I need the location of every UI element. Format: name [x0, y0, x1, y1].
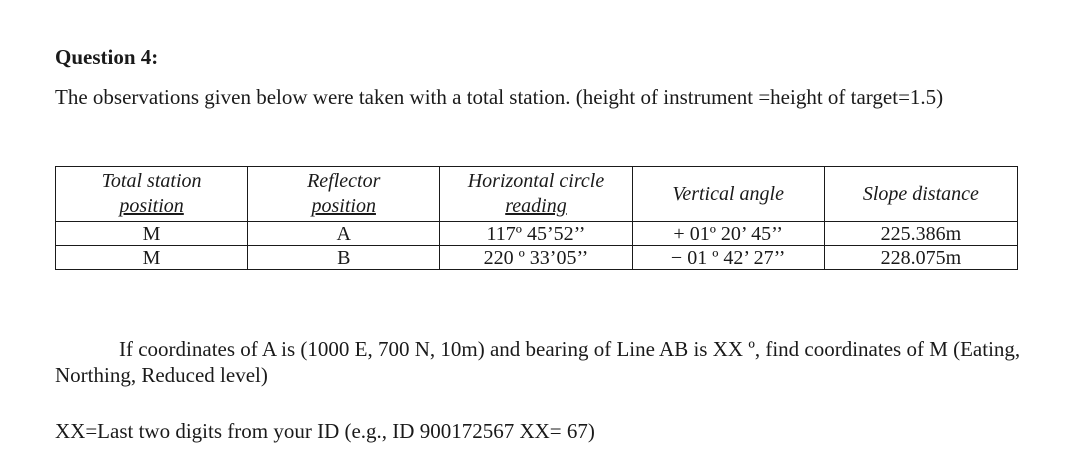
- cell-station: M: [56, 222, 248, 246]
- cell-horizontal-reading: 220 º 33’05’’: [440, 246, 632, 270]
- cell-slope-distance: 225.386m: [824, 222, 1017, 246]
- header-line: Total station: [101, 170, 202, 192]
- cell-reflector: B: [248, 246, 440, 270]
- header-slope-distance: [824, 167, 1017, 222]
- table-row: [56, 246, 1018, 270]
- header-horizontal-circle-reading: [440, 167, 632, 222]
- cell-horizontal-reading: 117º 45’52’’: [440, 222, 632, 246]
- header-line-underlined: position: [119, 195, 184, 217]
- header-line-underlined: reading: [505, 195, 567, 217]
- header-line-underlined: position: [311, 195, 376, 217]
- header-vertical-angle: [632, 167, 824, 222]
- cell-reflector: A: [248, 222, 440, 246]
- table-header-row: [56, 167, 1018, 222]
- header-line: Horizontal circle: [467, 170, 605, 192]
- table-row: [56, 222, 1018, 246]
- cell-vertical-angle: − 01 º 42’ 27’’: [632, 246, 824, 270]
- problem-statement: If coordinates of A is (1000 E, 700 N, 10m) and bearing of Line AB is XX º, find coordinates of M (Eating, Northing, Reduced level): [55, 337, 1021, 387]
- header-reflector-position: [248, 167, 440, 222]
- header-line: Vertical angle: [672, 182, 784, 205]
- cell-vertical-angle: + 01º 20’ 45’’: [632, 222, 824, 246]
- question-heading: Question 4:: [55, 45, 159, 69]
- question-intro: The observations given below were taken with a total station. (height of instrument =height of target=1.5): [55, 85, 944, 109]
- header-total-station-position: [56, 167, 248, 222]
- header-line: Reflector: [307, 170, 381, 192]
- observations-table: [55, 166, 1018, 270]
- header-line: Slope distance: [862, 182, 979, 205]
- cell-slope-distance: 228.075m: [824, 246, 1017, 270]
- id-note: XX=Last two digits from your ID (e.g., ID 900172567 XX= 67): [55, 419, 595, 443]
- cell-station: M: [56, 246, 248, 270]
